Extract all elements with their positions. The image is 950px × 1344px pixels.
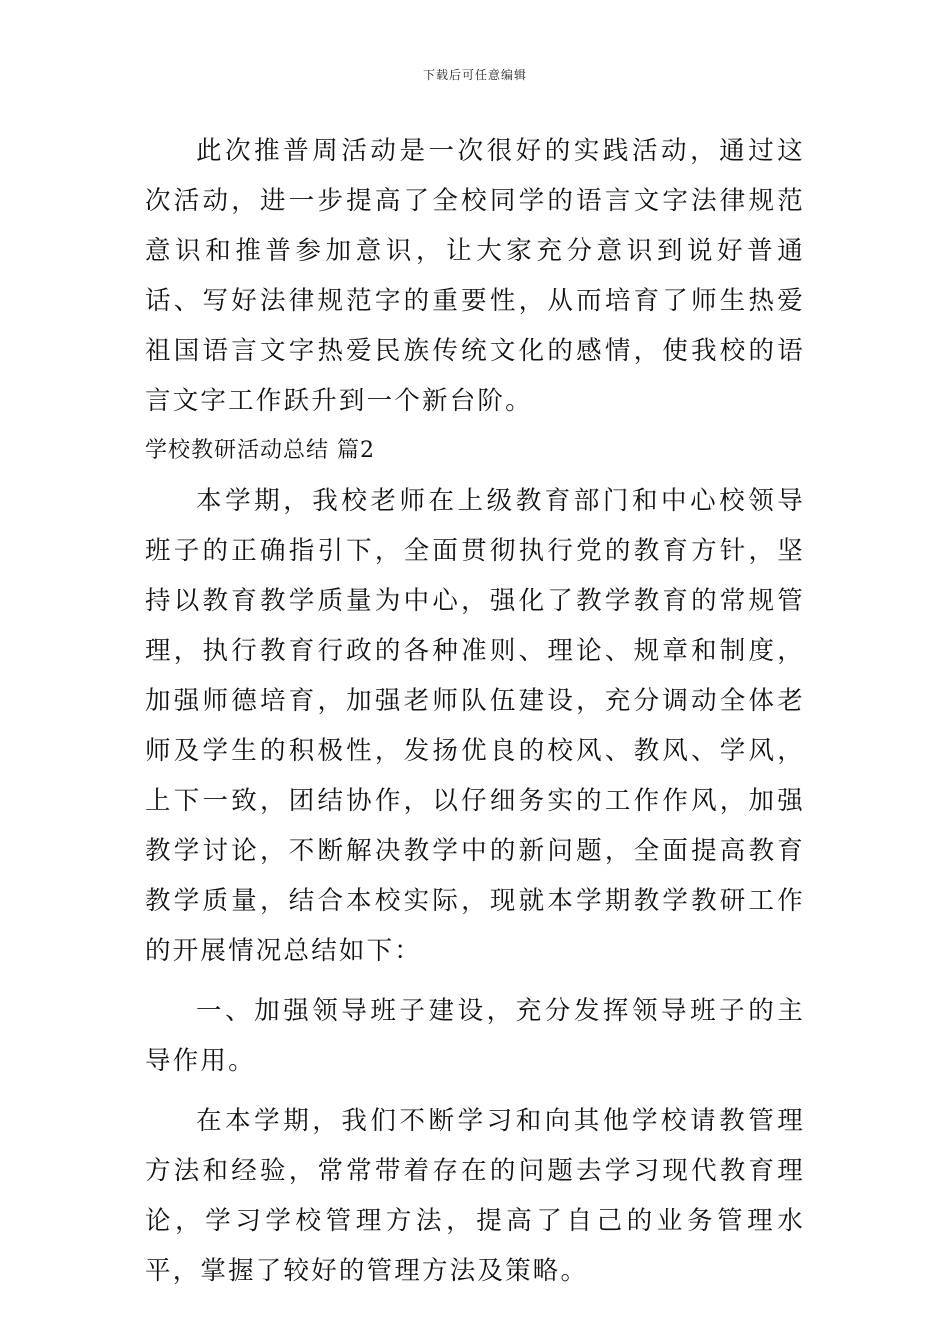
document-body (145, 126, 805, 1296)
section-title: 学校教研活动总结 篇2 (145, 438, 375, 463)
paragraph-intro: 此次推普周活动是一次很好的实践活动，通过这次活动，进一步提高了全校同学的语言文字法律规范意识和推普参加意识，让大家充分意识到说好普通话、写好法律规范字的重要性，从而培育了师生热爱祖国语言文字热爱民族传统文化的感情，使我校的语言文字工作跃升到一个新台阶。 (145, 136, 805, 416)
paragraph-management: 在本学期，我们不断学习和向其他学校请教管理方法和经验，常常带着存在的问题去学习现代教育理论，学习学校管理方法，提高了自己的业务管理水平，掌握了较好的管理方法及策略。 (145, 1106, 805, 1286)
page-header-note: 下载后可任意编辑 (422, 68, 527, 82)
paragraph-summary: 本学期，我校老师在上级教育部门和中心校领导班子的正确指引下，全面贯彻执行党的教育方针，坚持以教育教学质量为中心，强化了教学教育的常规管理，执行教育行政的各种准则、理论、规章和制度，加强师德培育，加强老师队伍建设，充分调动全体老师及学生的积极性，发扬优良的校风、教风、学风，上下一致，团结协作，以仔细务实的工作作风，加强教学讨论，不断解决教学中的新问题，全面提高教育教学质量，结合本校实际，现就本学期教学教研工作的开展情况总结如下： (145, 486, 805, 966)
paragraph-point-one: 一、加强领导班子建设，充分发挥领导班子的主导作用。 (145, 996, 805, 1076)
